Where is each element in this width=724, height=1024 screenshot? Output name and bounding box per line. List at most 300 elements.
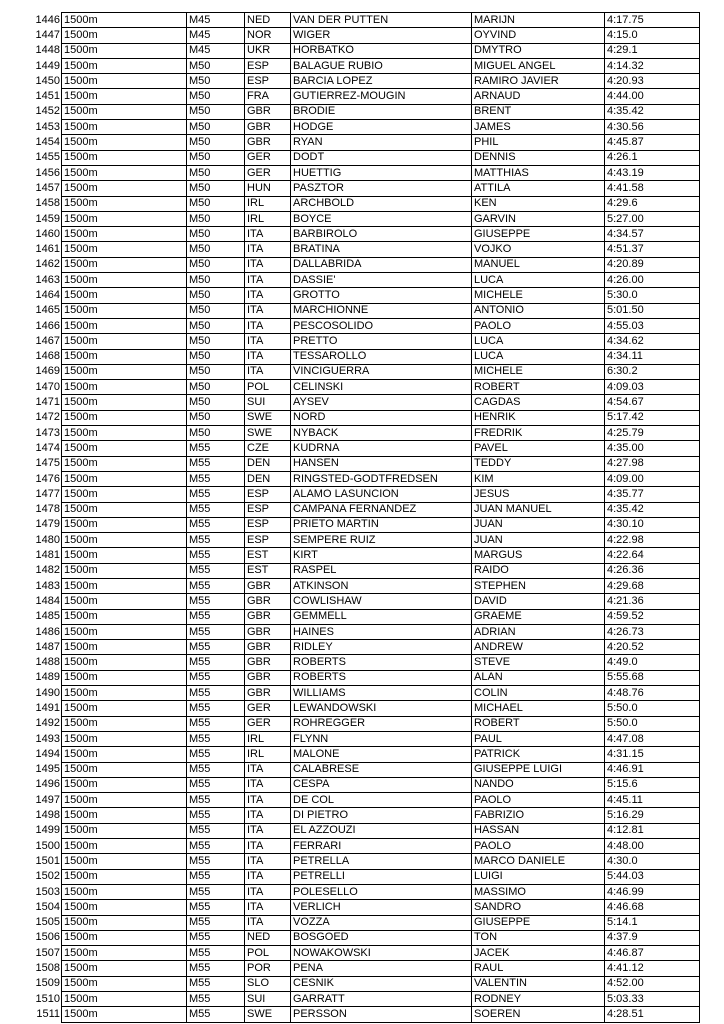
row-number-cell: 1451 [35, 90, 60, 103]
country-cell: ITA [245, 854, 291, 869]
event-cell: 1500m [62, 303, 187, 318]
first-name-cell: MASSIMO [472, 884, 605, 899]
time-cell: 5:27.00 [605, 211, 700, 226]
time-cell: 4:20.93 [605, 74, 700, 89]
table-row [12, 89, 700, 104]
event-cell: 1500m [62, 839, 187, 854]
table-row [12, 517, 700, 532]
row-number-cell: 1457 [35, 181, 60, 194]
age-category-cell: M55 [187, 992, 245, 1007]
age-category-cell: M55 [187, 563, 245, 578]
event-cell: 1500m [62, 517, 187, 532]
row-number-cell: 1466 [35, 319, 60, 332]
row-number-cell: 1450 [35, 74, 60, 87]
table-row [12, 273, 700, 288]
age-category-cell: M45 [187, 13, 245, 28]
table-row [12, 655, 700, 670]
time-cell: 4:34.62 [605, 334, 700, 349]
age-category-cell: M50 [187, 380, 245, 395]
event-cell: 1500m [62, 120, 187, 135]
event-cell: 1500m [62, 349, 187, 364]
first-name-cell: GARVIN [472, 211, 605, 226]
row-number-cell: 1480 [35, 533, 60, 546]
table-row [12, 946, 700, 961]
country-cell: GBR [245, 640, 291, 655]
table-row [12, 227, 700, 242]
event-cell: 1500m [62, 211, 187, 226]
surname-cell: GARRATT [291, 992, 472, 1007]
time-cell: 4:30.10 [605, 517, 700, 532]
time-cell: 5:50.0 [605, 701, 700, 716]
first-name-cell: JAMES [472, 120, 605, 135]
country-cell: ITA [245, 762, 291, 777]
surname-cell: PASZTOR [291, 181, 472, 196]
time-cell: 5:44.03 [605, 869, 700, 884]
row-number-cell: 1458 [35, 197, 60, 210]
table-row [12, 992, 700, 1007]
country-cell: GBR [245, 120, 291, 135]
country-cell: ITA [245, 869, 291, 884]
country-cell: POR [245, 961, 291, 976]
country-cell: GER [245, 716, 291, 731]
time-cell: 4:26.1 [605, 150, 700, 165]
age-category-cell: M55 [187, 594, 245, 609]
age-category-cell: M50 [187, 426, 245, 441]
table-row [12, 364, 700, 379]
event-cell: 1500m [62, 135, 187, 150]
event-cell: 1500m [62, 288, 187, 303]
surname-cell: KUDRNA [291, 441, 472, 456]
table-row [12, 334, 700, 349]
first-name-cell: ARNAUD [472, 89, 605, 104]
event-cell: 1500m [62, 334, 187, 349]
surname-cell: ROBERTS [291, 655, 472, 670]
row-number-cell: 1474 [35, 441, 60, 454]
table-row [12, 426, 700, 441]
first-name-cell: RAMIRO JAVIER [472, 74, 605, 89]
surname-cell: PERSSON [291, 1007, 472, 1022]
time-cell: 4:20.89 [605, 257, 700, 272]
surname-cell: BARCIA LOPEZ [291, 74, 472, 89]
age-category-cell: M55 [187, 900, 245, 915]
event-cell: 1500m [62, 578, 187, 593]
table-row [12, 976, 700, 991]
event-cell: 1500m [62, 655, 187, 670]
event-cell: 1500m [62, 74, 187, 89]
table-row [12, 441, 700, 456]
age-category-cell: M50 [187, 334, 245, 349]
row-number-cell: 1498 [35, 809, 60, 822]
table-row [12, 961, 700, 976]
first-name-cell: PAOLO [472, 839, 605, 854]
country-cell: EST [245, 563, 291, 578]
first-name-cell: ROBERT [472, 380, 605, 395]
event-cell: 1500m [62, 456, 187, 471]
surname-cell: RIDLEY [291, 640, 472, 655]
age-category-cell: M50 [187, 120, 245, 135]
time-cell: 5:50.0 [605, 716, 700, 731]
first-name-cell: MARIJN [472, 13, 605, 28]
table-row [12, 915, 700, 930]
country-cell: ESP [245, 517, 291, 532]
age-category-cell: M55 [187, 640, 245, 655]
country-cell: ITA [245, 303, 291, 318]
row-number-cell: 1509 [35, 977, 60, 990]
country-cell: ITA [245, 839, 291, 854]
row-number-cell: 1449 [35, 59, 60, 72]
country-cell: ITA [245, 915, 291, 930]
age-category-cell: M50 [187, 74, 245, 89]
table-row [12, 211, 700, 226]
surname-cell: KIRT [291, 548, 472, 563]
row-number-cell: 1504 [35, 900, 60, 913]
table-row [12, 716, 700, 731]
time-cell: 4:35.00 [605, 441, 700, 456]
table-row [12, 257, 700, 272]
time-cell: 4:49.0 [605, 655, 700, 670]
table-row [12, 380, 700, 395]
time-cell: 4:47.08 [605, 731, 700, 746]
table-row [12, 640, 700, 655]
age-category-cell: M50 [187, 349, 245, 364]
table-row [12, 74, 700, 89]
surname-cell: PETRELLI [291, 869, 472, 884]
country-cell: NED [245, 13, 291, 28]
entries-table-body [12, 13, 700, 1023]
row-number-cell: 1487 [35, 640, 60, 653]
age-category-cell: M50 [187, 273, 245, 288]
surname-cell: EL AZZOUZI [291, 823, 472, 838]
surname-cell: HODGE [291, 120, 472, 135]
age-category-cell: M55 [187, 533, 245, 548]
table-row [12, 303, 700, 318]
time-cell: 4:29.1 [605, 43, 700, 58]
surname-cell: WILLIAMS [291, 686, 472, 701]
first-name-cell: LUCA [472, 349, 605, 364]
country-cell: ITA [245, 334, 291, 349]
table-row [12, 410, 700, 425]
country-cell: ITA [245, 808, 291, 823]
time-cell: 4:30.56 [605, 120, 700, 135]
event-cell: 1500m [62, 502, 187, 517]
country-cell: ITA [245, 318, 291, 333]
surname-cell: FERRARI [291, 839, 472, 854]
first-name-cell: PAUL [472, 731, 605, 746]
row-number-cell: 1453 [35, 120, 60, 133]
first-name-cell: STEVE [472, 655, 605, 670]
row-number-cell: 1494 [35, 747, 60, 760]
age-category-cell: M50 [187, 104, 245, 119]
table-row [12, 1007, 700, 1022]
event-cell: 1500m [62, 227, 187, 242]
row-number-cell: 1489 [35, 671, 60, 684]
country-cell: IRL [245, 196, 291, 211]
first-name-cell: ANTONIO [472, 303, 605, 318]
age-category-cell: M50 [187, 318, 245, 333]
time-cell: 4:59.52 [605, 609, 700, 624]
time-cell: 4:29.68 [605, 578, 700, 593]
table-row [12, 13, 700, 28]
first-name-cell: LUCA [472, 273, 605, 288]
first-name-cell: LUIGI [472, 869, 605, 884]
time-cell: 5:16.29 [605, 808, 700, 823]
row-number-cell: 1465 [35, 304, 60, 317]
surname-cell: PESCOSOLIDO [291, 318, 472, 333]
row-number-cell: 1492 [35, 717, 60, 730]
surname-cell: VERLICH [291, 900, 472, 915]
event-cell: 1500m [62, 13, 187, 28]
table-row [12, 854, 700, 869]
table-row [12, 104, 700, 119]
surname-cell: RASPEL [291, 563, 472, 578]
table-row [12, 456, 700, 471]
time-cell: 4:34.11 [605, 349, 700, 364]
event-cell: 1500m [62, 747, 187, 762]
time-cell: 4:09.00 [605, 471, 700, 486]
age-category-cell: M50 [187, 211, 245, 226]
country-cell: GBR [245, 578, 291, 593]
table-row [12, 502, 700, 517]
table-row [12, 701, 700, 716]
age-category-cell: M55 [187, 946, 245, 961]
age-category-cell: M50 [187, 410, 245, 425]
event-cell: 1500m [62, 273, 187, 288]
event-cell: 1500m [62, 43, 187, 58]
first-name-cell: MICHELE [472, 288, 605, 303]
event-cell: 1500m [62, 670, 187, 685]
time-cell: 4:25.79 [605, 426, 700, 441]
table-row [12, 548, 700, 563]
country-cell: HUN [245, 181, 291, 196]
first-name-cell: ANDREW [472, 640, 605, 655]
age-category-cell: M55 [187, 839, 245, 854]
first-name-cell: MICHAEL [472, 701, 605, 716]
surname-cell: PRIETO MARTIN [291, 517, 472, 532]
first-name-cell: TEDDY [472, 456, 605, 471]
surname-cell: BOYCE [291, 211, 472, 226]
age-category-cell: M55 [187, 487, 245, 502]
country-cell: ITA [245, 242, 291, 257]
event-cell: 1500m [62, 609, 187, 624]
row-number-cell: 1482 [35, 564, 60, 577]
event-cell: 1500m [62, 150, 187, 165]
surname-cell: DI PIETRO [291, 808, 472, 823]
time-cell: 4:46.91 [605, 762, 700, 777]
row-number-cell: 1464 [35, 288, 60, 301]
first-name-cell: JUAN [472, 517, 605, 532]
time-cell: 4:35.42 [605, 502, 700, 517]
time-cell: 4:54.67 [605, 395, 700, 410]
table-row [12, 395, 700, 410]
time-cell: 5:03.33 [605, 992, 700, 1007]
event-cell: 1500m [62, 395, 187, 410]
surname-cell: RYAN [291, 135, 472, 150]
table-row [12, 487, 700, 502]
time-cell: 4:48.00 [605, 839, 700, 854]
surname-cell: ALAMO LASUNCION [291, 487, 472, 502]
event-cell: 1500m [62, 624, 187, 639]
row-number-cell: 1506 [35, 931, 60, 944]
row-number-cell: 1472 [35, 411, 60, 424]
table-row [12, 150, 700, 165]
event-cell: 1500m [62, 823, 187, 838]
row-number-cell: 1503 [35, 885, 60, 898]
surname-cell: SEMPERE RUIZ [291, 533, 472, 548]
first-name-cell: TON [472, 930, 605, 945]
time-cell: 6:30.2 [605, 364, 700, 379]
event-cell: 1500m [62, 165, 187, 180]
surname-cell: BOSGOED [291, 930, 472, 945]
event-cell: 1500m [62, 976, 187, 991]
surname-cell: PRETTO [291, 334, 472, 349]
surname-cell: VOZZA [291, 915, 472, 930]
event-cell: 1500m [62, 380, 187, 395]
table-row [12, 839, 700, 854]
first-name-cell: PATRICK [472, 747, 605, 762]
event-cell: 1500m [62, 961, 187, 976]
surname-cell: DE COL [291, 793, 472, 808]
event-cell: 1500m [62, 257, 187, 272]
time-cell: 4:21.36 [605, 594, 700, 609]
row-number-cell: 1510 [35, 992, 60, 1005]
table-row [12, 869, 700, 884]
surname-cell: DALLABRIDA [291, 257, 472, 272]
age-category-cell: M55 [187, 915, 245, 930]
surname-cell: MALONE [291, 747, 472, 762]
time-cell: 4:27.98 [605, 456, 700, 471]
event-cell: 1500m [62, 563, 187, 578]
event-cell: 1500m [62, 884, 187, 899]
table-row [12, 288, 700, 303]
row-number-cell: 1476 [35, 472, 60, 485]
event-cell: 1500m [62, 89, 187, 104]
first-name-cell: JUAN MANUEL [472, 502, 605, 517]
first-name-cell: VALENTIN [472, 976, 605, 991]
row-number-cell: 1502 [35, 870, 60, 883]
country-cell: GBR [245, 670, 291, 685]
row-number-cell: 1485 [35, 610, 60, 623]
age-category-cell: M55 [187, 961, 245, 976]
event-cell: 1500m [62, 762, 187, 777]
age-category-cell: M55 [187, 731, 245, 746]
row-number-cell: 1470 [35, 380, 60, 393]
country-cell: ESP [245, 533, 291, 548]
event-cell: 1500m [62, 58, 187, 73]
table-row [12, 135, 700, 150]
country-cell: SWE [245, 1007, 291, 1022]
first-name-cell: RAUL [472, 961, 605, 976]
row-number-cell: 1455 [35, 151, 60, 164]
row-number-cell: 1484 [35, 594, 60, 607]
event-cell: 1500m [62, 900, 187, 915]
surname-cell: LEWANDOWSKI [291, 701, 472, 716]
time-cell: 4:43.19 [605, 165, 700, 180]
country-cell: ITA [245, 900, 291, 915]
country-cell: GBR [245, 655, 291, 670]
age-category-cell: M55 [187, 808, 245, 823]
row-number-cell: 1468 [35, 350, 60, 363]
country-cell: DEN [245, 471, 291, 486]
first-name-cell: JACEK [472, 946, 605, 961]
first-name-cell: JUAN [472, 533, 605, 548]
country-cell: ITA [245, 793, 291, 808]
time-cell: 4:44.00 [605, 89, 700, 104]
time-cell: 4:30.0 [605, 854, 700, 869]
event-cell: 1500m [62, 426, 187, 441]
row-number-cell: 1475 [35, 457, 60, 470]
table-row [12, 165, 700, 180]
event-cell: 1500m [62, 946, 187, 961]
time-cell: 4:29.6 [605, 196, 700, 211]
table-row [12, 624, 700, 639]
country-cell: SUI [245, 395, 291, 410]
country-cell: GBR [245, 594, 291, 609]
first-name-cell: ALAN [472, 670, 605, 685]
country-cell: DEN [245, 456, 291, 471]
surname-cell: ROBERTS [291, 670, 472, 685]
first-name-cell: KEN [472, 196, 605, 211]
surname-cell: PETRELLA [291, 854, 472, 869]
table-row [12, 777, 700, 792]
first-name-cell: GRAEME [472, 609, 605, 624]
surname-cell: HAINES [291, 624, 472, 639]
age-category-cell: M55 [187, 747, 245, 762]
time-cell: 4:17.75 [605, 13, 700, 28]
first-name-cell: GIUSEPPE [472, 227, 605, 242]
row-number-cell: 1499 [35, 824, 60, 837]
age-category-cell: M55 [187, 441, 245, 456]
country-cell: GBR [245, 609, 291, 624]
surname-cell: CESNIK [291, 976, 472, 991]
country-cell: ITA [245, 273, 291, 288]
row-number-cell: 1501 [35, 854, 60, 867]
row-number-cell: 1462 [35, 258, 60, 271]
table-row [12, 808, 700, 823]
surname-cell: WIGER [291, 28, 472, 43]
row-number-cell: 1500 [35, 839, 60, 852]
row-number-cell: 1459 [35, 212, 60, 225]
table-row [12, 242, 700, 257]
first-name-cell: PAVEL [472, 441, 605, 456]
first-name-cell: ADRIAN [472, 624, 605, 639]
age-category-cell: M50 [187, 89, 245, 104]
row-number-cell: 1471 [35, 396, 60, 409]
row-number-cell: 1507 [35, 946, 60, 959]
table-row [12, 930, 700, 945]
age-category-cell: M55 [187, 777, 245, 792]
age-category-cell: M55 [187, 670, 245, 685]
table-row [12, 578, 700, 593]
table-row [12, 823, 700, 838]
first-name-cell: RODNEY [472, 992, 605, 1007]
time-cell: 4:28.51 [605, 1007, 700, 1022]
country-cell: EST [245, 548, 291, 563]
event-cell: 1500m [62, 930, 187, 945]
row-number-cell: 1477 [35, 487, 60, 500]
surname-cell: VINCIGUERRA [291, 364, 472, 379]
age-category-cell: M50 [187, 303, 245, 318]
table-row [12, 181, 700, 196]
time-cell: 4:46.99 [605, 884, 700, 899]
country-cell: ITA [245, 884, 291, 899]
row-number-cell: 1508 [35, 962, 60, 975]
table-row [12, 594, 700, 609]
table-row [12, 58, 700, 73]
first-name-cell: GIUSEPPE [472, 915, 605, 930]
table-row [12, 731, 700, 746]
first-name-cell: COLIN [472, 686, 605, 701]
time-cell: 4:51.37 [605, 242, 700, 257]
